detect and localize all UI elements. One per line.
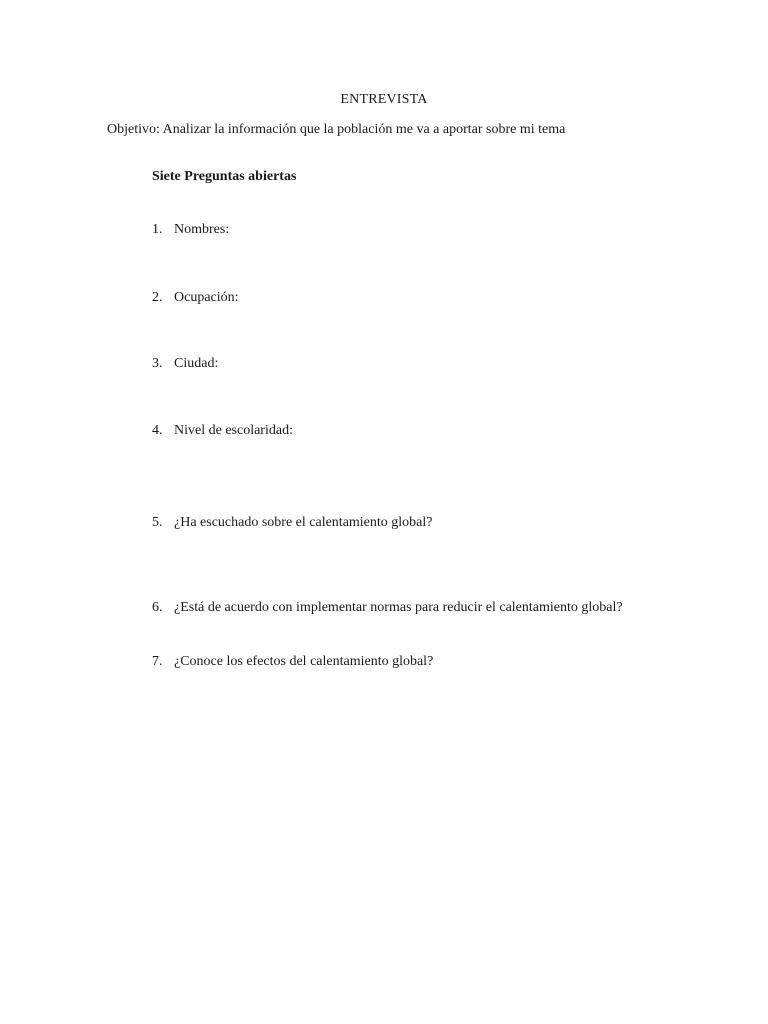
question-text: Nivel de escolaridad:	[174, 423, 293, 438]
question-number: 5.	[152, 515, 163, 530]
question-number: 1.	[152, 222, 163, 237]
question-item	[152, 222, 229, 238]
question-text: Ciudad:	[174, 356, 219, 371]
question-text: Ocupación:	[174, 290, 239, 305]
question-item	[152, 654, 433, 670]
question-number: 3.	[152, 356, 163, 371]
question-number: 2.	[152, 290, 163, 305]
question-number: 6.	[152, 600, 163, 615]
question-text: ¿Está de acuerdo con implementar normas para reducir el calentamiento global?	[174, 600, 623, 615]
question-text: ¿Conoce los efectos del calentamiento global?	[174, 654, 434, 669]
question-item	[152, 600, 623, 616]
question-item	[152, 515, 433, 531]
question-number: 7.	[152, 654, 163, 669]
question-item	[152, 423, 293, 439]
document-title: ENTREVISTA	[340, 92, 428, 107]
question-text: ¿Ha escuchado sobre el calentamiento global?	[174, 515, 433, 530]
question-text: Nombres:	[174, 222, 230, 237]
question-number: 4.	[152, 423, 163, 438]
objective-text: Objetivo: Analizar la información que la población me va a aportar sobre mi tema	[107, 122, 566, 137]
question-item	[152, 290, 239, 306]
question-item	[152, 356, 218, 372]
section-subtitle: Siete Preguntas abiertas	[152, 169, 297, 184]
